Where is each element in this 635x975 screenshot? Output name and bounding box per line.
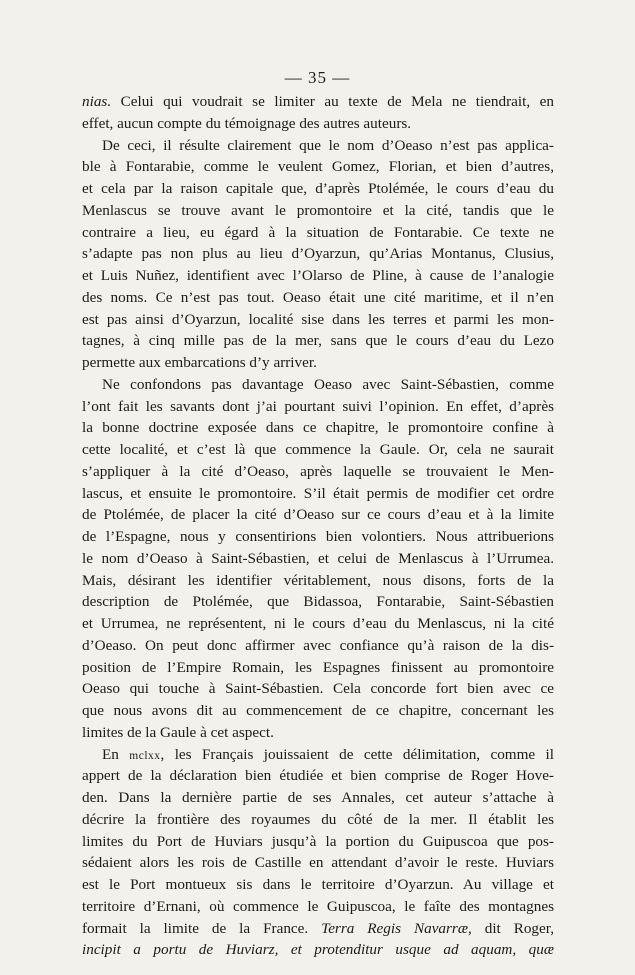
text-line: appert de la déclaration bien étudiée et bien comprise de Roger Hove- bbox=[82, 767, 554, 785]
text-line: tagnes, à cinq mille pas de la mer, sans que le cours d’eau du Lezo bbox=[82, 332, 554, 350]
paragraph-start-line: De ceci, il résulte clairement que le nom d’Oeaso n’est pas applica- bbox=[102, 136, 554, 154]
text-line: d’Oeaso. On peut donc affirmer avec confiance qu’à raison de la dis- bbox=[82, 636, 554, 654]
text-line: territoire d’Ernani, où commence le Guipuscoa, le faîte des montagnes bbox=[82, 897, 554, 915]
text-line: cette localité, et c’est là que commence la Gaule. Or, cela ne saurait bbox=[82, 441, 554, 458]
text-line: décrire la frontière des royaumes du côté de la mer. Il établit les bbox=[82, 810, 554, 828]
text-run: En bbox=[102, 745, 130, 763]
text-line: de Ptolémée, de placer la cité d’Oeaso sur ce cours d’eau et à la limite bbox=[82, 506, 554, 524]
text-line: lascus, et ensuite le promontoire. S’il était permis de modifier cet ordre bbox=[82, 484, 554, 502]
text-line: effet, aucun compte du témoignage des autres auteurs. bbox=[82, 114, 412, 132]
text-line: et cela par la raison capitale que, d’après Ptolémée, le cours d’eau du bbox=[82, 180, 554, 197]
text-run: , dit Roger, bbox=[467, 919, 554, 937]
text-line: limites de la Gaule à cet aspect. bbox=[82, 723, 274, 741]
text-line: Menlascus se trouve avant le promontoire et la cité, tandis que le bbox=[82, 201, 554, 219]
italic-word: nias. bbox=[82, 93, 112, 110]
text-line: s’appliquer à la cité d’Oeaso, après laquelle se trouvaient le Men- bbox=[82, 462, 554, 480]
text-line: des noms. Ce n’est pas tout. Oeaso était une cité maritime, et il n’en bbox=[82, 288, 554, 306]
text-line: l’ont fait les savants dont j’ai pourtant suivi l’opinion. En effet, d’après bbox=[82, 397, 554, 415]
paragraph-start-line bbox=[82, 744, 554, 766]
text-line bbox=[82, 91, 554, 113]
text-line: s’adapte pas non plus au lieu d’Oyarzun, qu’Arias Montanus, Clusius, bbox=[82, 245, 554, 263]
text-line: Mais, désirant les identifier véritablement, nous disons, forts de la bbox=[82, 571, 554, 589]
text-line: limites du Port de Huviars jusqu’à la portion du Guipuscoa que pos- bbox=[82, 832, 554, 850]
text-line bbox=[82, 918, 554, 940]
text-line: position de l’Empire Romain, les Espagnes finissent au promontoire bbox=[82, 658, 554, 676]
text-run: formait la limite de la France. bbox=[82, 919, 322, 937]
body-text bbox=[82, 91, 554, 961]
roman-numeral-date: mclxx bbox=[129, 749, 161, 762]
paragraph-start-line: Ne confondons pas davantage Oeaso avec Saint-Sébastien, comme bbox=[102, 375, 554, 393]
text-line: et Urrumea, ne représentent, ni le cours d’eau du Menlascus, ni la cité bbox=[82, 615, 554, 632]
text-line: Oeaso qui touche à Saint-Sébastien. Cela concorde fort bien avec ce bbox=[82, 680, 554, 698]
text-line: que nous avons dit au commencement de ce chapitre, concernant les bbox=[82, 702, 554, 719]
latin-quote: Terra Regis Navarræ bbox=[321, 919, 468, 937]
text-line: de l’Espagne, nous y consentirions bien volontiers. Nous attribuerions bbox=[82, 528, 554, 545]
page-number: — 35 — bbox=[284, 68, 351, 87]
text-line: sédaient alors les rois de Castille en attendant d’avoir le reste. Huviars bbox=[82, 854, 554, 872]
text-line: le nom d’Oeaso à Saint-Sébastien, et celui de Menlascus à l’Urrumea. bbox=[82, 549, 554, 567]
text-line: ble à Fontarabie, comme le veulent Gomez, Florian, et bien d’autres, bbox=[82, 158, 554, 176]
text-line: den. Dans la dernière partie de ses Annales, cet auteur s’attache à bbox=[82, 789, 554, 806]
text-line: la bonne doctrine exposée dans ce chapitre, le promontoire confine à bbox=[82, 419, 554, 437]
text-line: permette aux embarcations d’y arriver. bbox=[82, 354, 317, 371]
text-line: description de Ptolémée, que Bidassoa, Fontarabie, Saint-Sébastien bbox=[82, 593, 554, 611]
text-line: est pas ainsi d’Oyarzun, localité sise dans les terres et parmi les mon- bbox=[82, 310, 554, 328]
text-run: , les Français jouissaient de cette délimitation, comme il bbox=[160, 745, 554, 763]
text-line: est le Port montueux sis dans le territoire d’Oyarzun. Au village et bbox=[82, 876, 554, 893]
text-line: et Luis Nuñez, identifient avec l’Olarso de Pline, à cause de l’analogie bbox=[82, 267, 554, 284]
latin-quote-line: incipit a portu de Huviarz, et protenditur usque ad aquam, quæ bbox=[82, 941, 554, 959]
text-line: contraire a lieu, eu égard à la situation de Fontarabie. Ce texte ne bbox=[82, 223, 554, 241]
text-run: Celui qui voudrait se limiter au texte de Mela ne tiendrait, en bbox=[111, 93, 554, 110]
